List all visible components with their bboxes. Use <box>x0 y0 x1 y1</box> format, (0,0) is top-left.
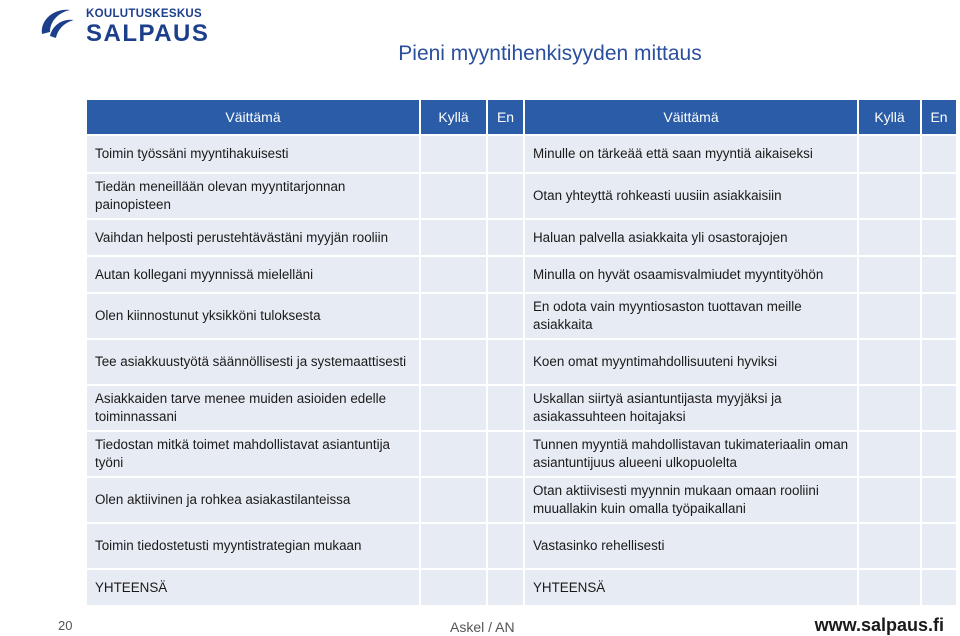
table-row <box>86 219 957 256</box>
yes-checkbox-right[interactable] <box>858 256 921 293</box>
no-checkbox-left[interactable] <box>487 293 524 339</box>
statement-left: Toimin tiedostetusti myyntistrategian mukaan <box>86 523 420 569</box>
statement-left: Toimin työssäni myyntihakuisesti <box>86 135 420 173</box>
page-number: 20 <box>58 618 73 633</box>
survey-table <box>86 99 957 606</box>
statement-left: Olen aktiivinen ja rohkea asiakastilanteissa <box>86 477 420 523</box>
no-checkbox-right[interactable] <box>921 339 957 385</box>
no-checkbox-right[interactable] <box>921 523 957 569</box>
yes-checkbox-left[interactable] <box>420 431 487 477</box>
footer-author: Askel / AN <box>450 619 515 635</box>
statement-right: Haluan palvella asiakkaita yli osastorajojen <box>524 219 858 256</box>
no-checkbox-left[interactable] <box>487 477 524 523</box>
no-checkbox-right[interactable] <box>921 173 957 219</box>
yes-checkbox-right[interactable] <box>858 339 921 385</box>
no-checkbox-right[interactable] <box>921 385 957 431</box>
yes-checkbox-left[interactable] <box>420 135 487 173</box>
statement-left: Tiedän meneillään olevan myyntitarjonnan painopisteen <box>86 173 420 219</box>
yes-checkbox-right[interactable] <box>858 293 921 339</box>
statement-right: YHTEENSÄ <box>524 569 858 606</box>
statement-right: En odota vain myyntiosaston tuottavan meille asiakkaita <box>524 293 858 339</box>
yes-checkbox-left[interactable] <box>420 339 487 385</box>
statement-left: Vaihdan helposti perustehtävästäni myyjän rooliin <box>86 219 420 256</box>
table-row <box>86 569 957 606</box>
statement-right: Otan aktiivisesti myynnin mukaan omaan rooliini muuallakin kuin omalla työpaikallani <box>524 477 858 523</box>
statement-left: Autan kollegani myynnissä mielelläni <box>86 256 420 293</box>
statement-right: Vastasinko rehellisesti <box>524 523 858 569</box>
yes-checkbox-right[interactable] <box>858 569 921 606</box>
statement-right: Koen omat myyntimahdollisuuteni hyviksi <box>524 339 858 385</box>
no-checkbox-right[interactable] <box>921 135 957 173</box>
statement-right: Tunnen myyntiä mahdollistavan tukimateriaalin oman asiantuntijuus alueeni ulkopuolelta <box>524 431 858 477</box>
no-checkbox-right[interactable] <box>921 431 957 477</box>
yes-checkbox-right[interactable] <box>858 477 921 523</box>
yes-checkbox-left[interactable] <box>420 477 487 523</box>
footer-url: www.salpaus.fi <box>814 615 944 635</box>
header-no-left: En <box>487 99 524 135</box>
statement-left: Tiedostan mitkä toimet mahdollistavat asiantuntija työni <box>86 431 420 477</box>
yes-checkbox-right[interactable] <box>858 173 921 219</box>
header-yes-left: Kyllä <box>420 99 487 135</box>
no-checkbox-right[interactable] <box>921 219 957 256</box>
logo-top-text: KOULUTUSKESKUS <box>86 8 203 20</box>
logo-main-text: SALPAUS <box>86 20 210 47</box>
yes-checkbox-right[interactable] <box>858 523 921 569</box>
table-row <box>86 339 957 385</box>
statement-left: YHTEENSÄ <box>86 569 420 606</box>
header-yes-right: Kyllä <box>858 99 921 135</box>
table-row <box>86 256 957 293</box>
no-checkbox-left[interactable] <box>487 523 524 569</box>
statement-left: Olen kiinnostunut yksikköni tuloksesta <box>86 293 420 339</box>
no-checkbox-left[interactable] <box>487 431 524 477</box>
statement-left: Asiakkaiden tarve menee muiden asioiden edelle toiminnassani <box>86 385 420 431</box>
table-row <box>86 385 957 431</box>
no-checkbox-left[interactable] <box>487 173 524 219</box>
header-statement-right: Väittämä <box>524 99 858 135</box>
yes-checkbox-right[interactable] <box>858 135 921 173</box>
yes-checkbox-right[interactable] <box>858 431 921 477</box>
table-row <box>86 523 957 569</box>
statement-right: Minulle on tärkeää että saan myyntiä aikaiseksi <box>524 135 858 173</box>
no-checkbox-right[interactable] <box>921 293 957 339</box>
no-checkbox-left[interactable] <box>487 385 524 431</box>
statement-left: Tee asiakkuustyötä säännöllisesti ja systemaattisesti <box>86 339 420 385</box>
table-header-row <box>86 99 957 135</box>
yes-checkbox-left[interactable] <box>420 256 487 293</box>
table-row <box>86 173 957 219</box>
no-checkbox-left[interactable] <box>487 219 524 256</box>
table-row <box>86 293 957 339</box>
header-statement-left: Väittämä <box>86 99 420 135</box>
logo-swoosh-icon <box>36 4 80 44</box>
yes-checkbox-left[interactable] <box>420 569 487 606</box>
salpaus-logo <box>36 4 210 47</box>
no-checkbox-right[interactable] <box>921 569 957 606</box>
table-row <box>86 135 957 173</box>
yes-checkbox-left[interactable] <box>420 293 487 339</box>
no-checkbox-right[interactable] <box>921 256 957 293</box>
no-checkbox-left[interactable] <box>487 135 524 173</box>
statement-right: Otan yhteyttä rohkeasti uusiin asiakkaisiin <box>524 173 858 219</box>
no-checkbox-left[interactable] <box>487 256 524 293</box>
page-title: Pieni myyntihenkisyyden mittaus <box>398 42 702 65</box>
no-checkbox-right[interactable] <box>921 477 957 523</box>
no-checkbox-left[interactable] <box>487 569 524 606</box>
yes-checkbox-left[interactable] <box>420 523 487 569</box>
yes-checkbox-left[interactable] <box>420 385 487 431</box>
yes-checkbox-right[interactable] <box>858 219 921 256</box>
statement-right: Uskallan siirtyä asiantuntijasta myyjäksi ja asiakassuhteen hoitajaksi <box>524 385 858 431</box>
yes-checkbox-right[interactable] <box>858 385 921 431</box>
statement-right: Minulla on hyvät osaamisvalmiudet myyntityöhön <box>524 256 858 293</box>
no-checkbox-left[interactable] <box>487 339 524 385</box>
header-no-right: En <box>921 99 957 135</box>
yes-checkbox-left[interactable] <box>420 173 487 219</box>
table-row <box>86 431 957 477</box>
table-row <box>86 477 957 523</box>
yes-checkbox-left[interactable] <box>420 219 487 256</box>
